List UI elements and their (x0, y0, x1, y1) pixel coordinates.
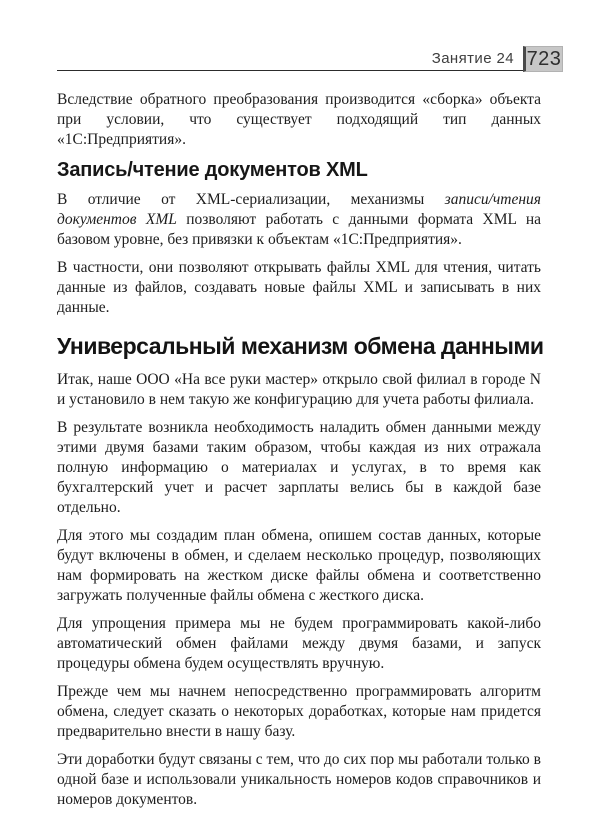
chapter-heading-universal-exchange: Универсальный механизм обмена данными (57, 333, 544, 359)
paragraph-branch-opened: Итак, наше ООО «На все руки мастер» открыло свой филиал в городе N и установило в нем такую же конфигурацию для учета работы филиала. (57, 371, 541, 408)
page-content (57, 90, 544, 818)
paragraph-exchange-plan: Для этого мы создадим план обмена, опишем состав данных, которые будут включены в обмен, и сделаем несколько процедур, позволяющих нам формировать на жестком диске файлы обмена и соответственно загружать полученные файлы обмена с жесткого диска. (57, 527, 541, 604)
paragraph-rework-reason: Эти доработки будут связаны с тем, что до сих пор мы работали только в одной базе и использовали уникальность номеров кодов справочников и номеров документов. (57, 751, 541, 808)
paragraph-manual-exchange: Для упрощения примера мы не будем программировать какой-либо автоматический обмен файлами между двумя базами, и запуск процедуры обмена будем осуществлять вручную. (57, 615, 541, 672)
chapter-label: Занятие 24 (431, 49, 514, 67)
header-rule (57, 70, 523, 71)
paragraph-intro-assembly: Вследствие обратного преобразования производится «сборка» объекта при условии, что существует подходящий тип данных «1С:Предприятия». (57, 91, 541, 148)
paragraph-xml-mechanisms (57, 190, 541, 250)
paragraph-xml-mechanisms-run2-italic: записи/чтения документов XML (57, 191, 541, 228)
section-heading-xml-read-write: Запись/чтение документов XML (57, 159, 368, 181)
page-number-badge: 723 (523, 46, 563, 72)
paragraph-xml-mechanisms-run1: В отличие от XML-сериализации, механизмы (57, 191, 445, 208)
paragraph-before-programming: Прежде чем мы начнем непосредственно программировать алгоритм обмена, следует сказать о некоторых доработках, которые нам придется предварительно внести в нашу базу. (57, 683, 541, 740)
paragraph-xml-files: В частности, они позволяют открывать файлы XML для чтения, читать данные из файлов, создавать новые файлы XML и записывать в них данные. (57, 259, 541, 316)
paragraph-exchange-need: В результате возникла необходимость наладить обмен данными между этими двумя базами таким образом, чтобы каждая из них отражала полную информацию о материалах и услугах, в то время как бухгалтерский учет и расчет зарплаты велись бы в каждой базе отдельно. (57, 419, 541, 516)
running-head (57, 46, 563, 72)
paragraph-xml-mechanisms-run3: позволяют работать с данными формата XML на базовом уровне, без привязки к объектам «1С:Предприятия». (57, 211, 541, 248)
